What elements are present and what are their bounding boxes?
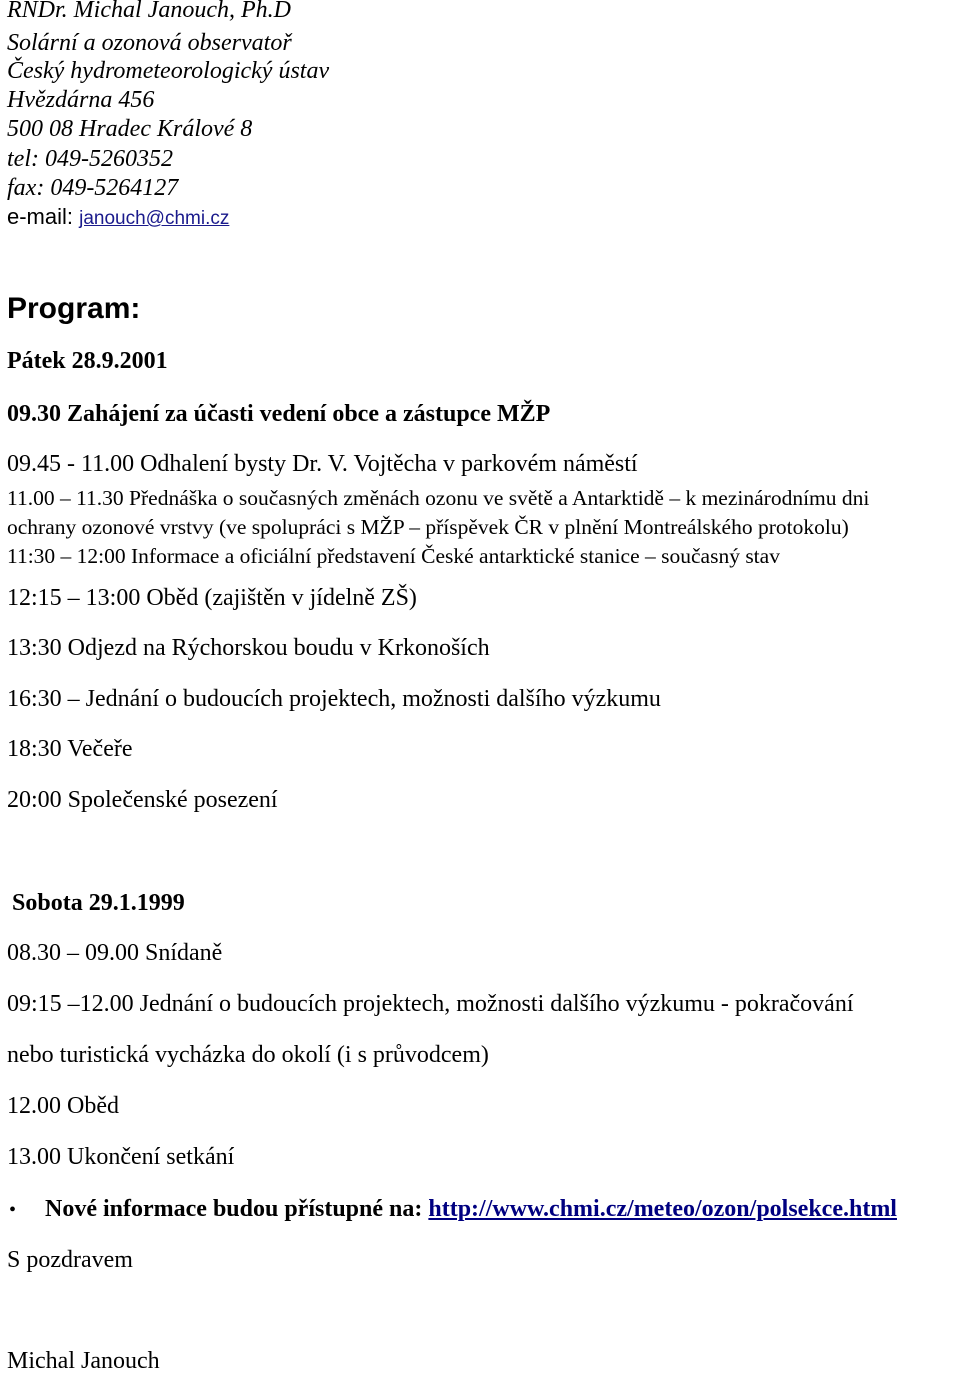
schedule-item: 09:15 –12.00 Jednání o budoucích projektech, možnosti dalšího výzkumu - pokračování (7, 991, 854, 1017)
institution: Solární a ozonová observatoř (7, 30, 292, 56)
schedule-item: 20:00 Společenské posezení (7, 787, 278, 813)
schedule-item: 08.30 – 09.00 Snídaně (7, 940, 223, 966)
schedule-item: 11:30 – 12:00 Informace a oficiální představení České antarktické stanice – současný stav (7, 544, 780, 568)
schedule-item: 13.00 Ukončení setkání (7, 1144, 235, 1170)
bullet-icon: • (9, 1199, 17, 1221)
telephone: tel: 049-5260352 (7, 146, 173, 172)
street-address: Hvězdárna 456 (7, 87, 155, 113)
signature: Michal Janouch (7, 1348, 160, 1374)
email-label: e-mail: (7, 204, 80, 229)
schedule-item: 18:30 Večeře (7, 736, 133, 762)
info-line (45, 1197, 897, 1221)
schedule-item: 13:30 Odjezd na Rýchorskou boudu v Krkonoších (7, 635, 490, 661)
fax: fax: 049-5264127 (7, 175, 179, 201)
schedule-item: 09.30 Zahájení za účasti vedení obce a zástupce MŽP (7, 401, 551, 427)
schedule-item: ochrany ozonové vrstvy (ve spolupráci s MŽP – příspěvek ČR v plnění Montreálského protokolu) (7, 515, 849, 539)
info-url-link[interactable]: http://www.chmi.cz/meteo/ozon/polsekce.html (428, 1196, 897, 1222)
schedule-item: 12:15 – 13:00 Oběd (zajištěn v jídelně ZŠ) (7, 585, 417, 611)
email-line (7, 206, 229, 228)
program-title: Program: (7, 292, 141, 325)
schedule-item: 12.00 Oběd (7, 1093, 119, 1119)
author-name: RNDr. Michal Janouch, Ph.D (7, 0, 291, 23)
saturday-heading: Sobota 29.1.1999 (12, 890, 185, 916)
schedule-item: 11.00 – 11.30 Přednáška o současných změnách ozonu ve světě a Antarktidě – k mezinárodnímu dni (7, 486, 870, 510)
greeting: S pozdravem (7, 1247, 133, 1273)
email-link[interactable]: janouch@chmi.cz (79, 208, 230, 229)
schedule-item: 16:30 – Jednání o budoucích projektech, možnosti dalšího výzkumu (7, 686, 661, 712)
friday-heading: Pátek 28.9.2001 (7, 348, 168, 374)
city-address: 500 08 Hradec Králové 8 (7, 116, 253, 142)
info-label: Nové informace budou přístupné na: (45, 1196, 429, 1222)
schedule-item: nebo turistická vycházka do okolí (i s průvodcem) (7, 1042, 489, 1068)
schedule-item: 09.45 - 11.00 Odhalení bysty Dr. V. Vojtěcha v parkovém náměstí (7, 451, 638, 477)
organization: Český hydrometeorologický ústav (7, 58, 330, 84)
